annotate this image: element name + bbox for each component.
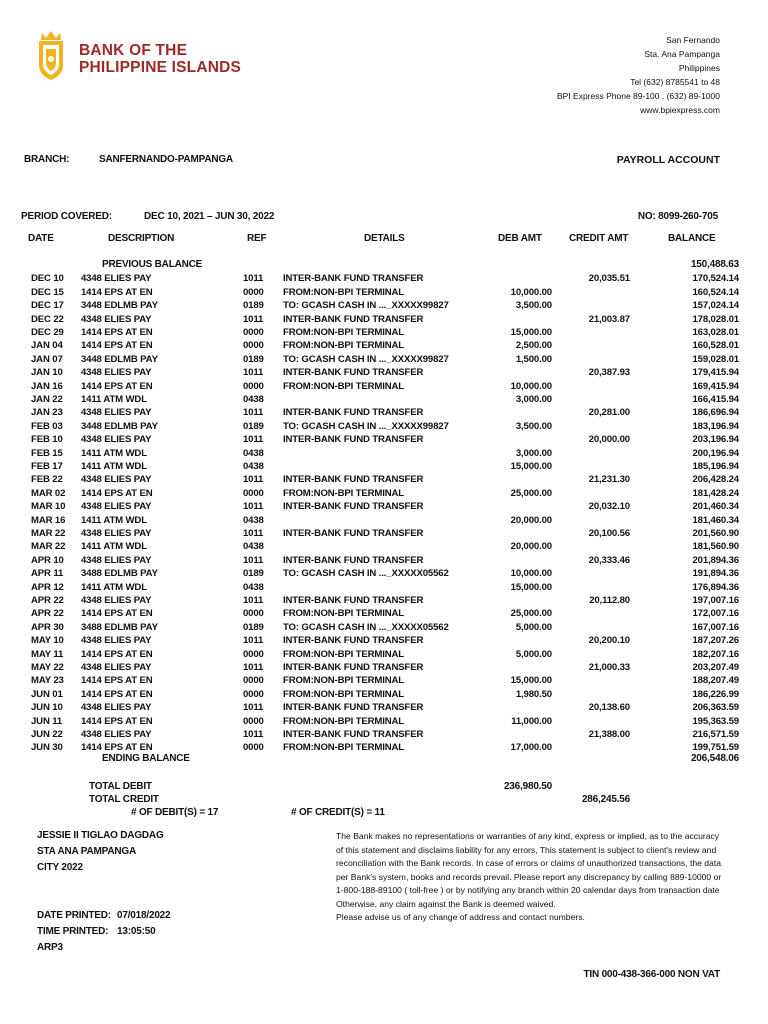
txn-date: DEC 29 bbox=[31, 327, 64, 338]
table-row bbox=[0, 272, 768, 285]
table-row bbox=[0, 554, 768, 567]
table-row bbox=[0, 500, 768, 513]
txn-date: MAY 10 bbox=[31, 635, 64, 647]
txn-details: TO: GCASH CASH IN ..._XXXXX99827 bbox=[283, 420, 449, 432]
txn-credit: 20,200.10 bbox=[588, 635, 630, 647]
account-type: PAYROLL ACCOUNT bbox=[616, 154, 720, 166]
txn-description: 4348 ELIES PAY bbox=[81, 474, 152, 486]
txn-description: 1414 EPS AT EN bbox=[81, 675, 153, 687]
txn-description: 1411 ATM WDL bbox=[81, 461, 147, 472]
disclaimer-text: The Bank makes no representations or warranties of any kind, express or implied, as to the accuracy of this statement and disclaims liability for any errors, This statement is subject to client's review and reconciliation with the Bank records. In case of errors or claims of unauthorized transactions, the data per Bank's system, books and records prevail. Please report any discrepancy by calling 889-10000 or 1-800-188-89100 ( toll-free ) or by notifying any branch within 20 calendar days from transaction date Otherwise, any claim against the Bank is deemed waived. bbox=[336, 831, 722, 909]
txn-debit: 3,000.00 bbox=[515, 394, 552, 405]
txn-credit: 21,003.87 bbox=[588, 313, 630, 325]
txn-ref: 1011 bbox=[243, 662, 264, 673]
txn-ref: 1011 bbox=[243, 501, 264, 513]
total-credit-value: 286,245.56 bbox=[581, 794, 630, 805]
txn-debit: 2,500.00 bbox=[515, 340, 552, 352]
txn-ref: 0000 bbox=[243, 340, 264, 352]
address-change-notice: Please advise us of any change of address and contact numbers. bbox=[336, 912, 585, 922]
txn-ref: 0000 bbox=[243, 608, 264, 620]
txn-description: 1414 EPS AT EN bbox=[81, 608, 153, 620]
txn-balance: 181,428.24 bbox=[692, 487, 739, 499]
txn-details: TO: GCASH CASH IN ..._XXXXX99827 bbox=[283, 353, 449, 365]
txn-ref: 0000 bbox=[243, 327, 264, 338]
txn-credit: 20,000.00 bbox=[588, 434, 630, 446]
txn-balance: 197,007.16 bbox=[692, 595, 739, 606]
header-credit: CREDIT AMT bbox=[569, 233, 629, 244]
ending-balance-label: ENDING BALANCE bbox=[102, 753, 190, 764]
txn-description: 1414 EPS AT EN bbox=[81, 688, 153, 700]
txn-debit: 5,000.00 bbox=[515, 648, 552, 660]
table-row bbox=[0, 460, 768, 473]
previous-balance-label: PREVIOUS BALANCE bbox=[102, 259, 203, 270]
txn-balance: 170,524.14 bbox=[692, 273, 739, 285]
txn-date: JAN 10 bbox=[31, 367, 63, 379]
address-line: Tel (632) 8785541 to 48 bbox=[630, 77, 720, 87]
txn-date: DEC 15 bbox=[31, 286, 64, 298]
txn-debit: 15,000.00 bbox=[510, 675, 552, 687]
txn-date: JUN 10 bbox=[31, 702, 63, 714]
txn-details: INTER-BANK FUND TRANSFER bbox=[283, 554, 424, 566]
txn-balance: 203,207.49 bbox=[692, 662, 739, 673]
header-date: DATE bbox=[28, 233, 54, 244]
txn-date: JAN 07 bbox=[31, 353, 63, 365]
txn-debit: 11,000.00 bbox=[511, 715, 552, 727]
table-row bbox=[0, 674, 768, 687]
txn-date: JAN 23 bbox=[31, 407, 63, 419]
txn-date: FEB 03 bbox=[31, 420, 63, 432]
txn-ref: 0000 bbox=[243, 648, 264, 660]
txn-date: MAR 02 bbox=[31, 487, 66, 499]
txn-date: FEB 22 bbox=[31, 474, 63, 486]
txn-balance: 167,007.16 bbox=[692, 621, 739, 633]
txn-details: FROM:NON-BPI TERMINAL bbox=[283, 742, 405, 754]
date-printed-value: 07/018/2022 bbox=[117, 910, 171, 921]
txn-date: JAN 04 bbox=[31, 340, 63, 352]
tin-number: TIN 000-438-366-000 NON VAT bbox=[583, 969, 720, 980]
txn-ref: 1011 bbox=[243, 474, 264, 486]
txn-date: APR 30 bbox=[31, 621, 64, 633]
table-row bbox=[0, 621, 768, 634]
branch-address bbox=[557, 33, 720, 117]
txn-description: 3448 EDLMB PAY bbox=[81, 300, 158, 312]
txn-ref: 1011 bbox=[243, 407, 264, 419]
txn-balance: 199,751.59 bbox=[692, 742, 739, 754]
credit-count: # OF CREDIT(S) = 11 bbox=[291, 807, 385, 818]
txn-ref: 1011 bbox=[243, 528, 264, 539]
txn-description: 4348 ELIES PAY bbox=[81, 528, 152, 539]
customer-name: JESSIE II TIGLAO DAGDAG bbox=[37, 830, 164, 841]
txn-balance: 201,560.90 bbox=[692, 528, 739, 539]
table-row bbox=[0, 487, 768, 500]
txn-date: FEB 10 bbox=[31, 434, 63, 446]
txn-date: MAR 22 bbox=[31, 541, 66, 553]
txn-date: MAY 11 bbox=[31, 648, 64, 660]
txn-description: 1414 EPS AT EN bbox=[81, 487, 153, 499]
txn-balance: 172,007.16 bbox=[692, 608, 739, 620]
txn-credit: 20,138.60 bbox=[588, 702, 630, 714]
txn-balance: 159,028.01 bbox=[692, 353, 739, 365]
address-line: Sta. Ana Pampanga bbox=[644, 49, 720, 59]
table-row bbox=[0, 715, 768, 728]
table-row bbox=[0, 313, 768, 326]
table-row bbox=[0, 688, 768, 701]
txn-ref: 0438 bbox=[243, 514, 264, 526]
table-row bbox=[0, 380, 768, 393]
txn-balance: 163,028.01 bbox=[692, 327, 739, 338]
txn-debit: 15,000.00 bbox=[510, 581, 552, 593]
txn-debit: 3,500.00 bbox=[515, 420, 552, 432]
txn-balance: 181,460.34 bbox=[692, 514, 739, 526]
txn-ref: 0438 bbox=[243, 447, 264, 459]
table-row bbox=[0, 420, 768, 433]
address-line: San Fernando bbox=[666, 35, 720, 45]
txn-balance: 187,207.26 bbox=[692, 635, 739, 647]
txn-debit: 15,000.00 bbox=[510, 461, 552, 472]
txn-date: APR 11 bbox=[31, 568, 64, 580]
branch-value: SANFERNANDO-PAMPANGA bbox=[99, 154, 233, 165]
header-description: DESCRIPTION bbox=[108, 233, 175, 244]
txn-ref: 0438 bbox=[243, 461, 264, 472]
customer-address-line2: CITY 2022 bbox=[37, 862, 83, 873]
txn-credit: 20,100.56 bbox=[588, 528, 630, 539]
txn-ref: 0000 bbox=[243, 675, 264, 687]
previous-balance-value: 150,488.63 bbox=[690, 259, 739, 270]
txn-balance: 206,428.24 bbox=[692, 474, 739, 486]
date-printed-label: DATE PRINTED: bbox=[37, 910, 111, 921]
table-row bbox=[0, 393, 768, 406]
header-details: DETAILS bbox=[364, 233, 405, 244]
txn-ref: 0189 bbox=[243, 420, 264, 432]
txn-description: 1414 EPS AT EN bbox=[81, 327, 153, 338]
txn-balance: 185,196.94 bbox=[692, 461, 739, 472]
txn-ref: 1011 bbox=[243, 595, 264, 606]
txn-balance: 195,363.59 bbox=[692, 715, 739, 727]
txn-description: 1414 EPS AT EN bbox=[81, 380, 153, 392]
txn-details: INTER-BANK FUND TRANSFER bbox=[283, 313, 424, 325]
table-row bbox=[0, 353, 768, 366]
table-row bbox=[0, 728, 768, 741]
table-row bbox=[0, 326, 768, 339]
txn-credit: 21,388.00 bbox=[588, 729, 630, 740]
txn-description: 4348 ELIES PAY bbox=[81, 434, 152, 446]
print-code: ARP3 bbox=[37, 942, 63, 953]
txn-details: INTER-BANK FUND TRANSFER bbox=[283, 702, 424, 714]
txn-date: JAN 16 bbox=[31, 380, 63, 392]
txn-details: INTER-BANK FUND TRANSFER bbox=[283, 407, 424, 419]
txn-ref: 0000 bbox=[243, 286, 264, 298]
txn-description: 1414 EPS AT EN bbox=[81, 340, 153, 352]
txn-description: 1411 ATM WDL bbox=[81, 394, 147, 405]
table-row bbox=[0, 594, 768, 607]
txn-debit: 10,000.00 bbox=[510, 568, 552, 580]
txn-debit: 25,000.00 bbox=[510, 487, 552, 499]
txn-debit: 20,000.00 bbox=[510, 514, 552, 526]
txn-date: APR 12 bbox=[31, 581, 64, 593]
total-credit-label: TOTAL CREDIT bbox=[89, 794, 159, 805]
table-row bbox=[0, 661, 768, 674]
bank-name-line1: BANK OF THE bbox=[79, 42, 188, 59]
txn-date: DEC 10 bbox=[31, 273, 64, 285]
txn-ref: 0189 bbox=[243, 568, 264, 580]
txn-balance: 160,524.14 bbox=[692, 286, 739, 298]
txn-date: JUN 30 bbox=[31, 742, 63, 754]
txn-description: 4348 ELIES PAY bbox=[81, 554, 152, 566]
txn-credit: 20,281.00 bbox=[588, 407, 630, 419]
txn-debit: 15,000.00 bbox=[510, 327, 552, 338]
total-debit-label: TOTAL DEBIT bbox=[89, 781, 152, 792]
debit-count: # OF DEBIT(S) = 17 bbox=[131, 807, 219, 818]
txn-credit: 21,231.30 bbox=[588, 474, 630, 486]
txn-ref: 1011 bbox=[243, 635, 264, 647]
address-line: BPI Express Phone 89-100 . (632) 89-1000 bbox=[556, 91, 720, 101]
txn-ref: 0189 bbox=[243, 353, 264, 365]
txn-balance: 181,560.90 bbox=[692, 541, 739, 553]
txn-details: FROM:NON-BPI TERMINAL bbox=[283, 487, 405, 499]
txn-description: 3448 EDLMB PAY bbox=[81, 353, 158, 365]
txn-credit: 20,387.93 bbox=[588, 367, 630, 379]
txn-description: 1414 EPS AT EN bbox=[81, 648, 153, 660]
txn-description: 4348 ELIES PAY bbox=[81, 273, 152, 285]
txn-debit: 10,000.00 bbox=[510, 380, 552, 392]
table-row bbox=[0, 540, 768, 553]
header-debit: DEB AMT bbox=[498, 233, 542, 244]
txn-debit: 5,000.00 bbox=[515, 621, 552, 633]
txn-description: 1414 EPS AT EN bbox=[81, 715, 153, 727]
txn-description: 4348 ELIES PAY bbox=[81, 313, 152, 325]
txn-credit: 21,000.33 bbox=[588, 662, 630, 673]
address-line: Philippines bbox=[678, 63, 720, 73]
table-row bbox=[0, 634, 768, 647]
txn-ref: 0000 bbox=[243, 688, 264, 700]
header-ref: REF bbox=[247, 233, 267, 244]
txn-ref: 1011 bbox=[243, 702, 264, 714]
txn-date: APR 22 bbox=[31, 608, 64, 620]
txn-debit: 1,980.50 bbox=[515, 688, 552, 700]
txn-ref: 0000 bbox=[243, 487, 264, 499]
txn-balance: 186,696.94 bbox=[692, 407, 739, 419]
table-row bbox=[0, 286, 768, 299]
txn-details: INTER-BANK FUND TRANSFER bbox=[283, 729, 424, 740]
txn-details: TO: GCASH CASH IN ..._XXXXX99827 bbox=[283, 300, 449, 312]
txn-details: INTER-BANK FUND TRANSFER bbox=[283, 662, 424, 673]
txn-ref: 0438 bbox=[243, 394, 264, 405]
txn-description: 1414 EPS AT EN bbox=[81, 742, 153, 754]
txn-date: JUN 22 bbox=[31, 729, 63, 740]
txn-ref: 1011 bbox=[243, 367, 264, 379]
txn-ref: 0000 bbox=[243, 715, 264, 727]
table-row bbox=[0, 648, 768, 661]
txn-balance: 182,207.16 bbox=[692, 648, 739, 660]
txn-ref: 1011 bbox=[243, 729, 264, 740]
txn-date: MAY 22 bbox=[31, 662, 64, 673]
txn-details: FROM:NON-BPI TERMINAL bbox=[283, 688, 405, 700]
table-row bbox=[0, 607, 768, 620]
txn-credit: 20,035.51 bbox=[588, 273, 630, 285]
txn-description: 1411 ATM WDL bbox=[81, 541, 147, 553]
txn-ref: 0438 bbox=[243, 541, 264, 553]
txn-details: FROM:NON-BPI TERMINAL bbox=[283, 648, 405, 660]
txn-credit: 20,032.10 bbox=[588, 501, 630, 513]
txn-details: INTER-BANK FUND TRANSFER bbox=[283, 528, 424, 539]
txn-description: 4348 ELIES PAY bbox=[81, 729, 152, 740]
period-value: DEC 10, 2021 – JUN 30, 2022 bbox=[144, 211, 275, 222]
txn-ref: 1011 bbox=[243, 313, 264, 325]
bank-name-line2: PHILIPPINE ISLANDS bbox=[79, 59, 242, 76]
address-line: www.bpiexpress.com bbox=[640, 105, 720, 115]
txn-description: 1411 ATM WDL bbox=[81, 581, 147, 593]
txn-balance: 157,024.14 bbox=[692, 300, 739, 312]
txn-description: 1411 ATM WDL bbox=[81, 514, 147, 526]
txn-details: FROM:NON-BPI TERMINAL bbox=[283, 286, 405, 298]
txn-balance: 178,028.01 bbox=[692, 313, 739, 325]
table-row bbox=[0, 581, 768, 594]
txn-balance: 176,894.36 bbox=[692, 581, 739, 593]
txn-details: INTER-BANK FUND TRANSFER bbox=[283, 273, 424, 285]
time-printed-value: 13:05:50 bbox=[117, 926, 156, 937]
txn-description: 3488 EDLMB PAY bbox=[81, 621, 158, 633]
txn-details: INTER-BANK FUND TRANSFER bbox=[283, 635, 424, 647]
txn-debit: 25,000.00 bbox=[510, 608, 552, 620]
txn-description: 3488 EDLMB PAY bbox=[81, 568, 158, 580]
table-row bbox=[0, 473, 768, 486]
txn-balance: 186,226.99 bbox=[692, 688, 739, 700]
txn-balance: 166,415.94 bbox=[692, 394, 739, 405]
txn-description: 1411 ATM WDL bbox=[81, 447, 147, 459]
bpi-logo-icon bbox=[34, 27, 68, 81]
period-label: PERIOD COVERED: bbox=[21, 211, 112, 222]
table-row bbox=[0, 433, 768, 446]
txn-ref: 0438 bbox=[243, 581, 264, 593]
txn-details: INTER-BANK FUND TRANSFER bbox=[283, 501, 424, 513]
txn-debit: 3,500.00 bbox=[515, 300, 552, 312]
txn-description: 4348 ELIES PAY bbox=[81, 635, 152, 647]
table-row bbox=[0, 527, 768, 540]
txn-description: 4348 ELIES PAY bbox=[81, 595, 152, 606]
txn-date: DEC 22 bbox=[31, 313, 64, 325]
txn-balance: 191,894.36 bbox=[692, 568, 739, 580]
txn-balance: 169,415.94 bbox=[692, 380, 739, 392]
txn-details: FROM:NON-BPI TERMINAL bbox=[283, 675, 405, 687]
txn-ref: 0189 bbox=[243, 621, 264, 633]
txn-debit: 3,000.00 bbox=[515, 447, 552, 459]
txn-balance: 179,415.94 bbox=[692, 367, 739, 379]
txn-date: FEB 17 bbox=[31, 461, 63, 472]
txn-details: INTER-BANK FUND TRANSFER bbox=[283, 474, 424, 486]
txn-details: FROM:NON-BPI TERMINAL bbox=[283, 715, 405, 727]
txn-description: 4348 ELIES PAY bbox=[81, 407, 152, 419]
txn-description: 4348 ELIES PAY bbox=[81, 662, 152, 673]
txn-details: INTER-BANK FUND TRANSFER bbox=[283, 434, 424, 446]
disclaimer bbox=[336, 830, 722, 925]
txn-details: INTER-BANK FUND TRANSFER bbox=[283, 367, 424, 379]
txn-balance: 183,196.94 bbox=[692, 420, 739, 432]
customer-address-line1: STA ANA PAMPANGA bbox=[37, 846, 137, 857]
txn-balance: 201,894.36 bbox=[692, 554, 739, 566]
txn-date: MAR 22 bbox=[31, 528, 66, 539]
txn-balance: 216,571.59 bbox=[692, 729, 739, 740]
account-number: NO: 8099-260-705 bbox=[637, 211, 718, 222]
table-row bbox=[0, 567, 768, 580]
txn-debit: 20,000.00 bbox=[510, 541, 552, 553]
txn-ref: 1011 bbox=[243, 554, 264, 566]
txn-balance: 201,460.34 bbox=[692, 501, 739, 513]
txn-ref: 0000 bbox=[243, 742, 264, 754]
table-row bbox=[0, 339, 768, 352]
txn-details: TO: GCASH CASH IN ..._XXXXX05562 bbox=[283, 568, 449, 580]
txn-balance: 200,196.94 bbox=[692, 447, 739, 459]
txn-balance: 206,363.59 bbox=[692, 702, 739, 714]
txn-date: JAN 22 bbox=[31, 394, 63, 405]
txn-description: 3448 EDLMB PAY bbox=[81, 420, 158, 432]
time-printed-label: TIME PRINTED: bbox=[37, 926, 109, 937]
txn-ref: 0189 bbox=[243, 300, 264, 312]
txn-details: FROM:NON-BPI TERMINAL bbox=[283, 380, 405, 392]
txn-credit: 20,112.80 bbox=[589, 595, 630, 606]
txn-ref: 0000 bbox=[243, 380, 264, 392]
txn-date: MAY 23 bbox=[31, 675, 64, 687]
txn-date: APR 10 bbox=[31, 554, 64, 566]
txn-description: 1414 EPS AT EN bbox=[81, 286, 153, 298]
txn-details: INTER-BANK FUND TRANSFER bbox=[283, 595, 424, 606]
txn-date: APR 22 bbox=[31, 595, 64, 606]
txn-ref: 1011 bbox=[243, 434, 264, 446]
txn-details: TO: GCASH CASH IN ..._XXXXX05562 bbox=[283, 621, 449, 633]
txn-description: 4348 ELIES PAY bbox=[81, 702, 152, 714]
txn-description: 4348 ELIES PAY bbox=[81, 501, 152, 513]
txn-details: FROM:NON-BPI TERMINAL bbox=[283, 327, 405, 338]
txn-date: MAR 16 bbox=[31, 514, 66, 526]
txn-date: MAR 10 bbox=[31, 501, 66, 513]
header-balance: BALANCE bbox=[668, 233, 716, 244]
txn-debit: 10,000.00 bbox=[510, 286, 552, 298]
txn-credit: 20,333.46 bbox=[588, 554, 630, 566]
txn-ref: 1011 bbox=[243, 273, 264, 285]
table-row bbox=[0, 366, 768, 379]
txn-debit: 17,000.00 bbox=[510, 742, 552, 754]
txn-balance: 160,528.01 bbox=[692, 340, 739, 352]
txn-date: JUN 01 bbox=[31, 688, 63, 700]
txn-balance: 188,207.49 bbox=[692, 675, 739, 687]
txn-details: FROM:NON-BPI TERMINAL bbox=[283, 340, 405, 352]
table-row bbox=[0, 406, 768, 419]
branch-label: BRANCH: bbox=[24, 154, 70, 165]
bank-name bbox=[79, 42, 241, 76]
txn-date: FEB 15 bbox=[31, 447, 63, 459]
table-row bbox=[0, 299, 768, 312]
txn-description: 4348 ELIES PAY bbox=[81, 367, 152, 379]
txn-balance: 203,196.94 bbox=[692, 434, 739, 446]
txn-details: FROM:NON-BPI TERMINAL bbox=[283, 608, 405, 620]
txn-date: JUN 11 bbox=[31, 715, 63, 727]
table-row bbox=[0, 514, 768, 527]
table-row bbox=[0, 447, 768, 460]
txn-debit: 1,500.00 bbox=[515, 353, 552, 365]
table-row bbox=[0, 701, 768, 714]
total-debit-value: 236,980.50 bbox=[503, 781, 552, 792]
txn-date: DEC 17 bbox=[31, 300, 64, 312]
ending-balance-value: 206,548.06 bbox=[690, 753, 739, 764]
